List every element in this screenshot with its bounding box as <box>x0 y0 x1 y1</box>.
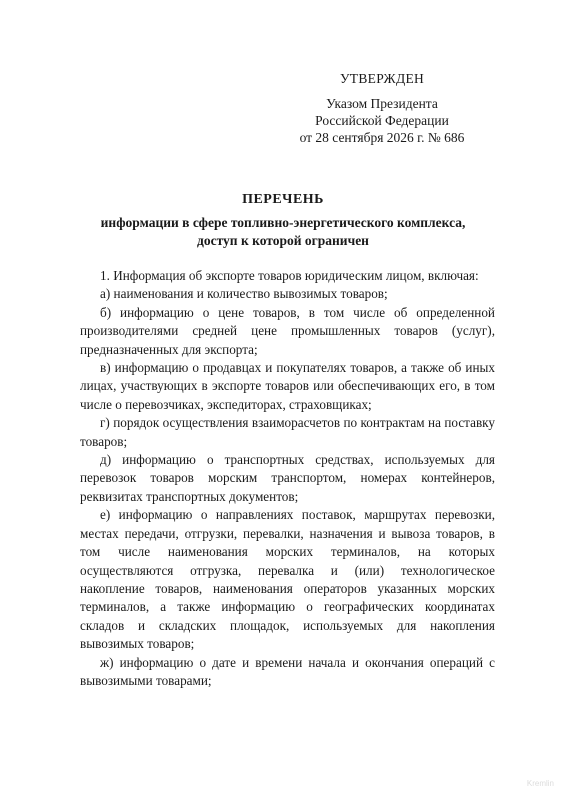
paragraph-b: б) информацию о цене товаров, в том числе об определенной производителями средней цене промышленных товаров (услуг), предназначенных для экспорта; <box>80 304 495 357</box>
approval-line-3: от 28 сентября 2026 г. № 686 <box>299 130 465 145</box>
approval-line-1: Указом Президента <box>326 96 438 111</box>
paragraph-d: д) информацию о транспортных средствах, используемых для перевозок товаров морским транспортом, номерах контейнеров, реквизитах транспортных документов; <box>80 452 495 504</box>
paragraph-e: е) информацию о направлениях поставок, маршрутах перевозки, местах передачи, отгрузки, перевалки, назначения и вывоза товаров, в том числе наименования морских терминалов, на которых осуществляются отгрузка, перевалка и (или) технологическое накопление товаров, наименования операторов указанных морских терминалов, а также информацию о географических координатах складов и складских площадок, используемых для накопления вывозимых товаров; <box>80 507 495 652</box>
document-body <box>80 267 495 690</box>
watermark-logo: Kremlin <box>526 779 554 788</box>
paragraph-g: г) порядок осуществления взаиморасчетов по контрактам на поставку товаров; <box>80 415 495 449</box>
approval-block <box>282 70 482 146</box>
approval-title: УТВЕРЖДЕН <box>339 71 425 86</box>
document-subtitle-line-1: информации в сфере топливно-энергетического комплекса, <box>100 215 466 230</box>
document-heading <box>0 192 566 250</box>
paragraph-a: а) наименования и количество вывозимых товаров; <box>100 286 388 302</box>
paragraph-v: в) информацию о продавцах и покупателях товаров, а также об иных лицах, участвующих в экспорте товаров или обеспечивающих его, в том числе о перевозчиках, экспедиторах, страховщиках; <box>80 360 495 412</box>
document-subtitle-line-2: доступ к которой ограничен <box>197 233 369 248</box>
paragraph-zh: ж) информацию о дате и времени начала и окончания операций с вывозимыми товарами; <box>80 654 495 688</box>
document-title: ПЕРЕЧЕНЬ <box>242 192 324 207</box>
approval-line-2: Российской Федерации <box>315 113 449 128</box>
paragraph-1: 1. Информация об экспорте товаров юридическим лицом, включая: <box>100 268 479 283</box>
